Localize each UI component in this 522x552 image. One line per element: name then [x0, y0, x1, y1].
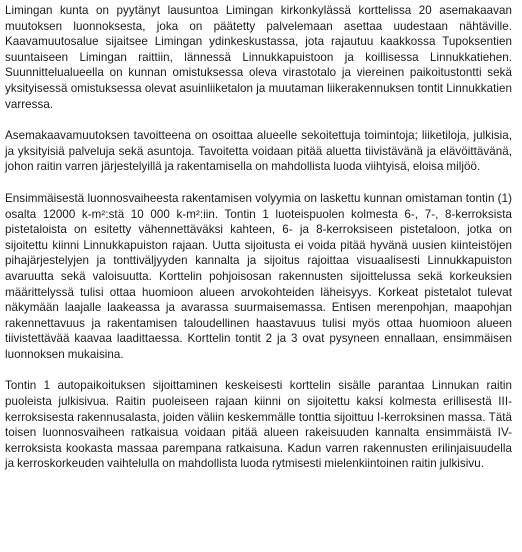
- paragraph-parking: Tontin 1 autopaikoituksen sijoittaminen keskeisesti korttelin sisälle parantaa Linnukan raitin puoleista julkisivua. Raitin puoleiseen rajaan kiinni on sijoitettu kaksi kolmesta erillisestä III-kerroksisesta rakennusalasta, joiden väliin keskemmälle tonttia sijoittuu I-kerroksinen massa. Tätä toisen luonnosvaiheen ratkaisua voidaan pitää alueen rakeisuuden kannalta ensimmäistä IV-kerroksista kookasta massaa parempana ratkaisuna. Kadun varren rakennusten erilinjaisuudella ja kerroskorkeuden vaihtelulla on mahdollista luoda rytmisesti mielenkiintoinen raitin julkisivu.: [5, 379, 512, 471]
- paragraph-goals: Asemakaavamuutoksen tavoitteena on osoittaa alueelle sekoitettuja toimintoja; liiketiloja, julkisia, ja yksityisiä palveluja sekä asuntoja. Tavoitetta voidaan pitää aluetta tiivistävänä ja elävöittävänä, johon raitin varren järjestelyillä ja rakentamisella on mahdollista luoda viihtyisä, eloisa miljöö.: [5, 129, 512, 174]
- paragraph-volume: Ensimmäisestä luonnosvaiheesta rakentamisen volyymia on laskettu kunnan omistaman tontin (1) osalta 12000 k-m²:stä 10 000 k-m²:iin. Tontin 1 luoteispuolen kolmesta 6-, 7-, 8-kerroksista pistetaloista on esitetty vähennettäväksi kahteen, 6- ja 8-kerroksiseen pistetaloon, jotka on sijoitettu kiinni Linnukkapuiston rajaan. Uutta sijoitusta ei voida pitää hyvänä uusien kiinteistöjen pihajärjestelyjen ja tonttiväljyyden kannalta ja sijoitus rajoittaa visuaalisesti Linnukkapuiston avaruutta sekä valoisuutta. Korttelin pohjoisosan rakennusten sijoittelussa sekä korkeuksien määrittelyssä tulisi ottaa huomioon alueen arvokohteiden läheisyys. Korkeat pistetalot tulevat näkymään laajalle laakeassa ja avarassa suurmaisemassa. Entisen merenpohjan, maapohjan rakennettavuus ja rakentamisen taloudellinen haastavuus tulisi myös ottaa huomioon alueen tiivistettävää kaavaa laadittaessa. Korttelin tontit 2 ja 3 ovat pysyneen ennallaan, ensimmäisen luonnoksen mukaisina.: [5, 191, 512, 361]
- paragraph-intro: Limingan kunta on pyytänyt lausuntoa Limingan kirkonkylässä korttelissa 20 asemakaavan muutoksen luonnoksesta, joka on päätetty palvelemaan asettaa uudestaan nähtäville. Kaavamuutosalue sijaitsee Limingan ydinkeskustassa, jota rajautuu kaakkossa Tupoksentien suuntaiseen Limingan raittiin, lännessä Linnukkapuistoon ja koillisessa Linnukkatiehen. Suunnittelualueella on kunnan omistuksessa oleva virastotalo ja viereinen paikoitustontti sekä yksityisessä omistuksessa olevat asuinliiketalon ja muutaman liikerakennuksen tontit Linnukkatien varressa.: [5, 4, 512, 111]
